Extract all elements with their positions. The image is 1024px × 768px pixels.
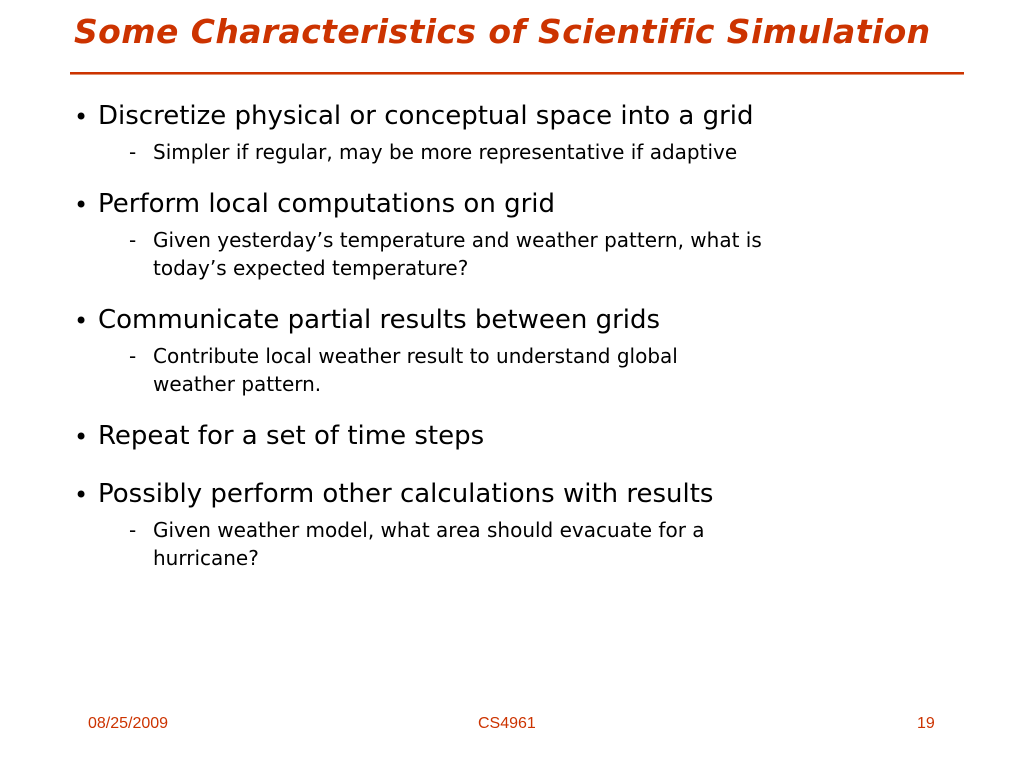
footer-date: 08/25/2009 xyxy=(88,715,169,732)
sub-bullet-text: Simpler if regular, may be more representative if adaptive xyxy=(153,140,738,164)
bullet-item-discretize xyxy=(74,96,974,166)
bullet-item-other-calculations xyxy=(74,474,974,572)
bullet-list xyxy=(74,96,974,590)
sub-bullet xyxy=(129,138,974,166)
bullet-item-communicate xyxy=(74,300,974,398)
bullet-text: Possibly perform other calculations with results xyxy=(98,479,714,509)
sub-bullet xyxy=(129,226,974,282)
bullet-dot-icon: • xyxy=(74,307,89,335)
dash-icon: - xyxy=(129,140,137,164)
bullet-item-repeat xyxy=(74,416,974,456)
bullet-text: Communicate partial results between grids xyxy=(98,305,661,335)
dash-icon: - xyxy=(129,228,137,252)
sub-bullet xyxy=(129,516,974,572)
sub-bullet-text: Given weather model, what area should evacuate for a hurricane? xyxy=(153,518,705,570)
bullet-item-local-computations xyxy=(74,184,974,282)
slide-title: Some Characteristics of Scientific Simulation xyxy=(74,12,931,51)
sub-bullet xyxy=(129,342,974,398)
sub-bullet-text: Contribute local weather result to understand global weather pattern. xyxy=(153,344,678,396)
page-number: 19 xyxy=(917,715,935,732)
bullet-text: Perform local computations on grid xyxy=(98,189,555,219)
bullet-dot-icon: • xyxy=(74,481,89,509)
title-divider xyxy=(70,72,964,75)
dash-icon: - xyxy=(129,344,137,368)
bullet-dot-icon: • xyxy=(74,423,89,451)
dash-icon: - xyxy=(129,518,137,542)
bullet-dot-icon: • xyxy=(74,191,89,219)
bullet-text: Repeat for a set of time steps xyxy=(98,421,485,451)
footer-course: CS4961 xyxy=(478,715,536,732)
bullet-dot-icon: • xyxy=(74,103,89,131)
bullet-text: Discretize physical or conceptual space into a grid xyxy=(98,101,754,131)
sub-bullet-text: Given yesterday’s temperature and weather pattern, what is today’s expected temperature? xyxy=(153,228,762,280)
